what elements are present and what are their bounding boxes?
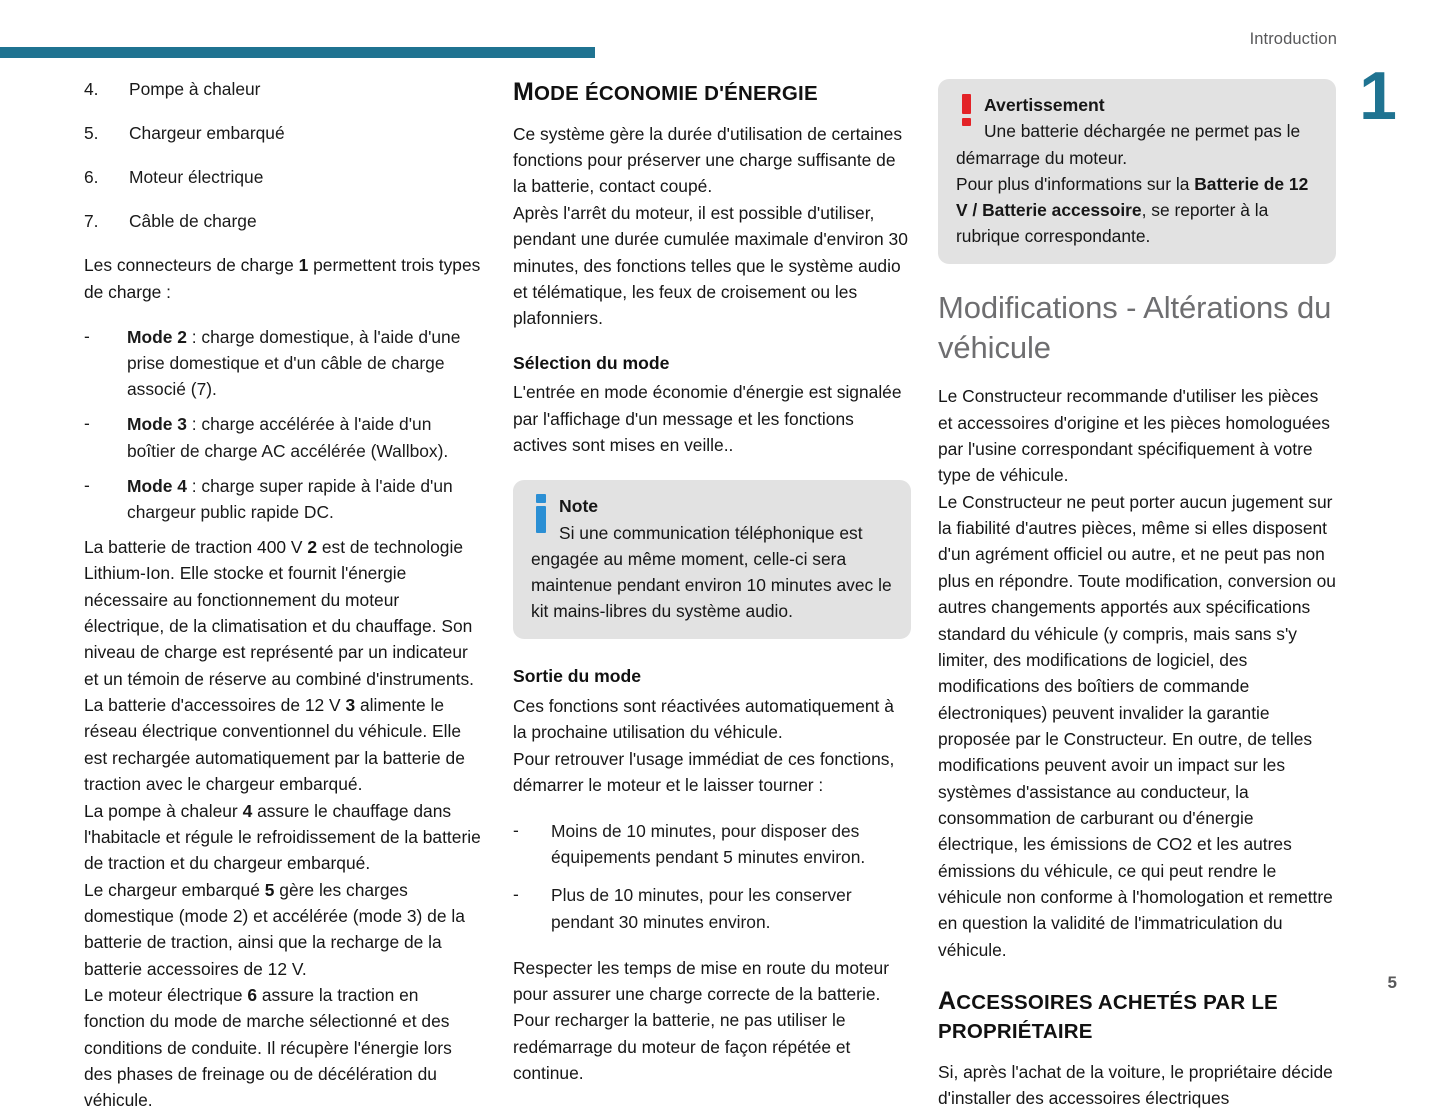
list-item (84, 324, 482, 402)
page-columns (0, 76, 1445, 1111)
column-middle (513, 76, 911, 1086)
list-item-label: Moteur électrique (129, 167, 264, 188)
list-item (84, 473, 482, 525)
text-segment: alimente le réseau électrique conventionnel du véhicule. Elle est rechargée automatiquement par la batterie de traction avec le chargeur embarqué. (84, 695, 465, 795)
list-item-dash: - (84, 326, 90, 347)
list-item-number: 6. (84, 167, 99, 188)
owner-accessories-paragraph: Si, après l'achat de la voiture, le propriétaire décide d'installer des accessoires électriques (938, 1061, 1333, 1109)
heading-rest: ODE ÉCONOMIE D'ÉNERGIE (534, 82, 818, 105)
text-segment-bold: 4 (242, 800, 253, 821)
list-item-label: Chargeur embarqué (129, 123, 285, 144)
list-item-bold-label: Mode 4 (127, 475, 187, 496)
text-segment-bold: 6 (247, 985, 258, 1006)
closing-paragraph-1: Respecter les temps de mise en route du moteur pour assurer une charge correcte de la batterie. (513, 957, 890, 1005)
heading-first-letter: A (938, 987, 957, 1016)
warning-callout-text (956, 92, 1318, 249)
onboard-charger-paragraph (84, 877, 482, 982)
closing-paragraph-2: Pour recharger la batterie, ne pas utiliser le redémarrage du moteur de façon répétée et continue. (513, 1010, 851, 1084)
text-segment-bold: 1 (298, 255, 309, 276)
heading-first-letter: M (513, 78, 535, 106)
text-segment-bold: 2 (307, 536, 317, 557)
info-icon (531, 493, 557, 537)
column-right (938, 76, 1336, 1111)
mode-exit-paragraph-2: Pour retrouver l'usage immédiat de ces fonctions, démarrer le moteur et le laisser tourner : (513, 748, 895, 795)
list-item-label: Pompe à chaleur (129, 79, 261, 99)
list-item (513, 818, 911, 870)
text-segment: La batterie de traction 400 V (84, 536, 308, 557)
section-heading-energy-saving (513, 78, 911, 107)
list-item-bold-label: Mode 3 (127, 414, 187, 435)
charge-mode-list (84, 324, 482, 525)
component-numbered-list (84, 76, 482, 234)
list-item-text: : charge accélérée à l'aide d'un boîtier de charge AC accélérée (Wallbox). (127, 414, 449, 461)
list-item (84, 76, 482, 102)
list-item (513, 882, 911, 934)
list-item-label: Câble de charge (129, 211, 257, 232)
warning-callout-line-2-post: , se reporter à la rubrique correspondante. (956, 199, 1269, 246)
text-segment: est de technologie Lithium-Ion. Elle stocke et fournit l'énergie nécessaire au fonctionnement du moteur électrique, de la climatisation et du chauffage. Son niveau de charge est représenté par un indicateur et un témoin de réserve au combiné d'instruments. (84, 536, 474, 689)
warning-callout-title: Avertissement (984, 95, 1105, 115)
text-segment: permettent trois types de charge : (84, 255, 481, 302)
list-item (84, 208, 482, 234)
list-item-number: 4. (84, 79, 99, 99)
warning-callout-line-1: Une batterie déchargée ne permet pas le démarrage du moteur. (956, 121, 1301, 168)
list-item-bold-label: Mode 2 (127, 327, 187, 348)
heat-pump-paragraph (84, 798, 482, 877)
list-item (84, 120, 482, 146)
text-segment: Les connecteurs de charge (84, 255, 299, 276)
chapter-heading-modifications: Modifications - Altérations du véhicule (938, 289, 1332, 365)
page-number: 5 (1387, 973, 1397, 992)
traction-battery-paragraph (84, 534, 482, 692)
mode-exit-paragraph-1: Ces fonctions sont réactivées automatiquement à la prochaine utilisation du véhicule. (513, 695, 894, 743)
accessory-battery-paragraph (84, 692, 482, 797)
list-item (84, 164, 482, 190)
list-item-text: : charge super rapide à l'aide d'un chargeur public rapide DC. (127, 475, 453, 522)
list-item-number: 5. (84, 123, 99, 144)
mode-selection-paragraph: L'entrée en mode économie d'énergie est signalée par l'affichage d'un message et les fonctions actives sont mises en veille.. (513, 382, 902, 455)
modifications-paragraph-2: Le Constructeur ne peut porter aucun jugement sur la fiabilité d'autres pièces, même si elles disposent d'un agrément officiel ou autre, et ne peut pas non plus en répondre. Toute modification, conversion ou autres changements apportés aux spécifications standard du véhicule (y compris, mais sans s'y limiter, des modifications de logiciel, des modifications des boîtiers de commande électroniques) peuvent invalider la garantie proposée par le Constructeur. En outre, de telles modifications peuvent avoir un impact sur les systèmes d'assistance au conducteur, la consommation de carburant ou d'énergie électrique, les émissions de CO2 et les autres émissions du véhicule, ce qui peut rendre le véhicule non conforme à l'homologation et remettre en question la validité de l'immatriculation du véhicule. (938, 491, 1336, 960)
note-callout-text (531, 493, 893, 624)
text-segment: Le chargeur embarqué (84, 879, 265, 900)
list-item-number: 7. (84, 211, 99, 232)
list-item-text: Plus de 10 minutes, pour les conserver pendant 30 minutes environ. (551, 885, 852, 932)
heading-rest: CCESSOIRES ACHETÉS PAR LE PROPRIÉTAIRE (938, 991, 1278, 1043)
text-segment: Le moteur électrique (84, 985, 248, 1006)
warning-callout-box (938, 79, 1336, 264)
note-callout-title: Note (559, 496, 599, 517)
subheading-mode-selection: Sélection du mode (513, 352, 670, 373)
electric-motor-paragraph (84, 982, 482, 1114)
note-callout-message: Si une communication téléphonique est engagée au même moment, celle-ci sera maintenue pendant environ 10 minutes avec le kit mains-libres du système audio. (531, 522, 892, 622)
note-callout-box (513, 480, 911, 639)
header-accent-rule (0, 47, 595, 58)
list-item-text: Moins de 10 minutes, pour disposer des équipements pendant 5 minutes environ. (551, 821, 866, 868)
text-segment-bold: 5 (264, 879, 275, 900)
column-left (84, 76, 482, 1114)
energy-saving-paragraph-1: Ce système gère la durée d'utilisation de certaines fonctions pour préserver une charge suffisante de la batterie, contact coupé. (513, 123, 903, 197)
text-segment: assure la traction en fonction du mode de marche sélectionné et des conditions de conduite. Il récupère l'énergie lors des phases de freinage ou de décélération du véhicule. (84, 985, 452, 1111)
list-item (84, 411, 482, 463)
charge-connectors-paragraph (84, 252, 482, 305)
text-segment-bold: 3 (345, 695, 356, 716)
modifications-paragraph-1: Le Constructeur recommande d'utiliser les pièces et accessoires d'origine et les pièces homologuées par l'usine correspondant spécifiquement à votre type de véhicule. (938, 386, 1330, 486)
subheading-mode-exit: Sortie du mode (513, 666, 642, 687)
warning-callout-line-2-pre: Pour plus d'informations sur la (956, 173, 1195, 194)
exclamation-icon (956, 92, 982, 136)
list-item-dash: - (84, 474, 90, 495)
text-segment: La batterie d'accessoires de 12 V (84, 695, 346, 716)
chapter-number-marker: 1 (1359, 58, 1397, 134)
text-segment: gère les charges domestique (mode 2) et accélérée (mode 3) de la batterie de traction, ainsi que la recharge de la batterie accessoires de 12 V. (84, 879, 465, 979)
list-item-text: : charge domestique, à l'aide d'une prise domestique et d'un câble de charge associé (7). (127, 327, 461, 400)
section-heading-owner-accessories (938, 987, 1336, 1045)
text-segment: assure le chauffage dans l'habitacle et régule le refroidissement de la batterie de traction et du chargeur embarqué. (84, 800, 481, 874)
mode-exit-list (513, 818, 911, 934)
energy-saving-paragraph-2: Après l'arrêt du moteur, il est possible d'utiliser, pendant une durée cumulée maximale d'environ 30 minutes, des fonctions telles que le système audio et télématique, les feux de croisement ou les plafonniers. (513, 202, 908, 329)
warning-callout-line-2-bold: Batterie de 12 V / Batterie accessoire (956, 173, 1309, 220)
list-item-dash: - (513, 820, 519, 841)
list-item-dash: - (84, 413, 90, 434)
list-item-dash: - (513, 884, 519, 905)
running-head: Introduction (1249, 30, 1337, 48)
text-segment: La pompe à chaleur (84, 800, 243, 821)
